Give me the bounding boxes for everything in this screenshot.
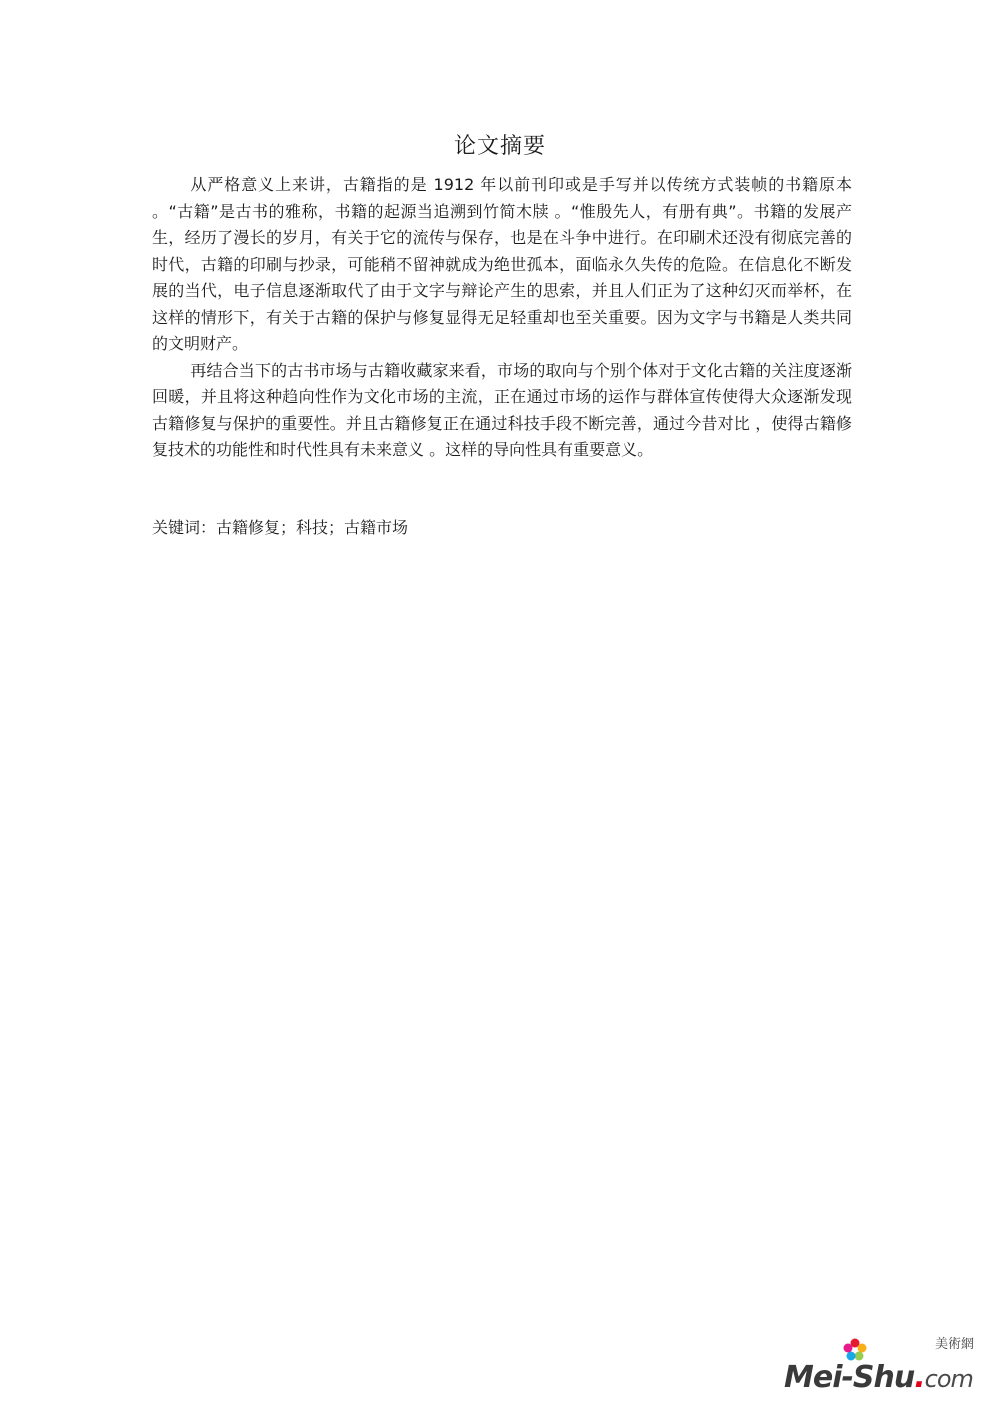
meishu-watermark-logo [784, 1331, 974, 1395]
page-title: 论文摘要 [453, 134, 546, 159]
watermark-brand-dot: . [914, 1360, 925, 1395]
watermark-brand [784, 1360, 973, 1395]
flower-petal-2 [858, 1344, 867, 1353]
abstract-paragraph-2: 再结合当下的古书市场与古籍收藏家来看，市场的取向与个别个体对于文化古籍的关注度逐渐回暖，并且将这种趋向性作为文化市场的主流，正在通过市场的运作与群体宣传使得大众逐渐发现古籍修复与保护的重要性。并且古籍修复正在通过科技手段不断完善，通过今昔对比 ，使得古籍修复技术的功能性和时代性具有未来意义 。这样的导向性具有重要意义。 [152, 360, 852, 459]
abstract-paragraph-1: 从严格意义上来讲，古籍指的是 1912 年以前刊印或是手写并以传统方式装帧的书籍原本 。“古籍”是古书的雅称，书籍的起源当追溯到竹简木牍 。“惟殷先人，有册有典”。书籍的发展产生，经历了漫长的岁月，有关于它的流传与保存，也是在斗争中进行。在印刷术还没有彻底完善的时代，古籍的印刷与抄录，可能稍不留神就成为绝世孤本，面临永久失传的危险。在信息化不断发展的当代，电子信息逐渐取代了由于文字与辩论产生的思索，并且人们正为了这种幻灭而举杯，在这样的情形下，有关于古籍的保护与修复显得无足轻重却也至关重要。因为文字与书籍是人类共同的文明财产。 [152, 175, 852, 353]
watermark-cn-label: 美術網 [934, 1337, 974, 1352]
flower-petal-5 [844, 1344, 853, 1353]
keywords-line: 关键词：古籍修复；科技；古籍市场 [152, 518, 409, 537]
abstract-body [152, 172, 852, 464]
watermark-brand-main: Mei-Shu [784, 1360, 915, 1395]
watermark-brand-com: com [924, 1365, 973, 1393]
